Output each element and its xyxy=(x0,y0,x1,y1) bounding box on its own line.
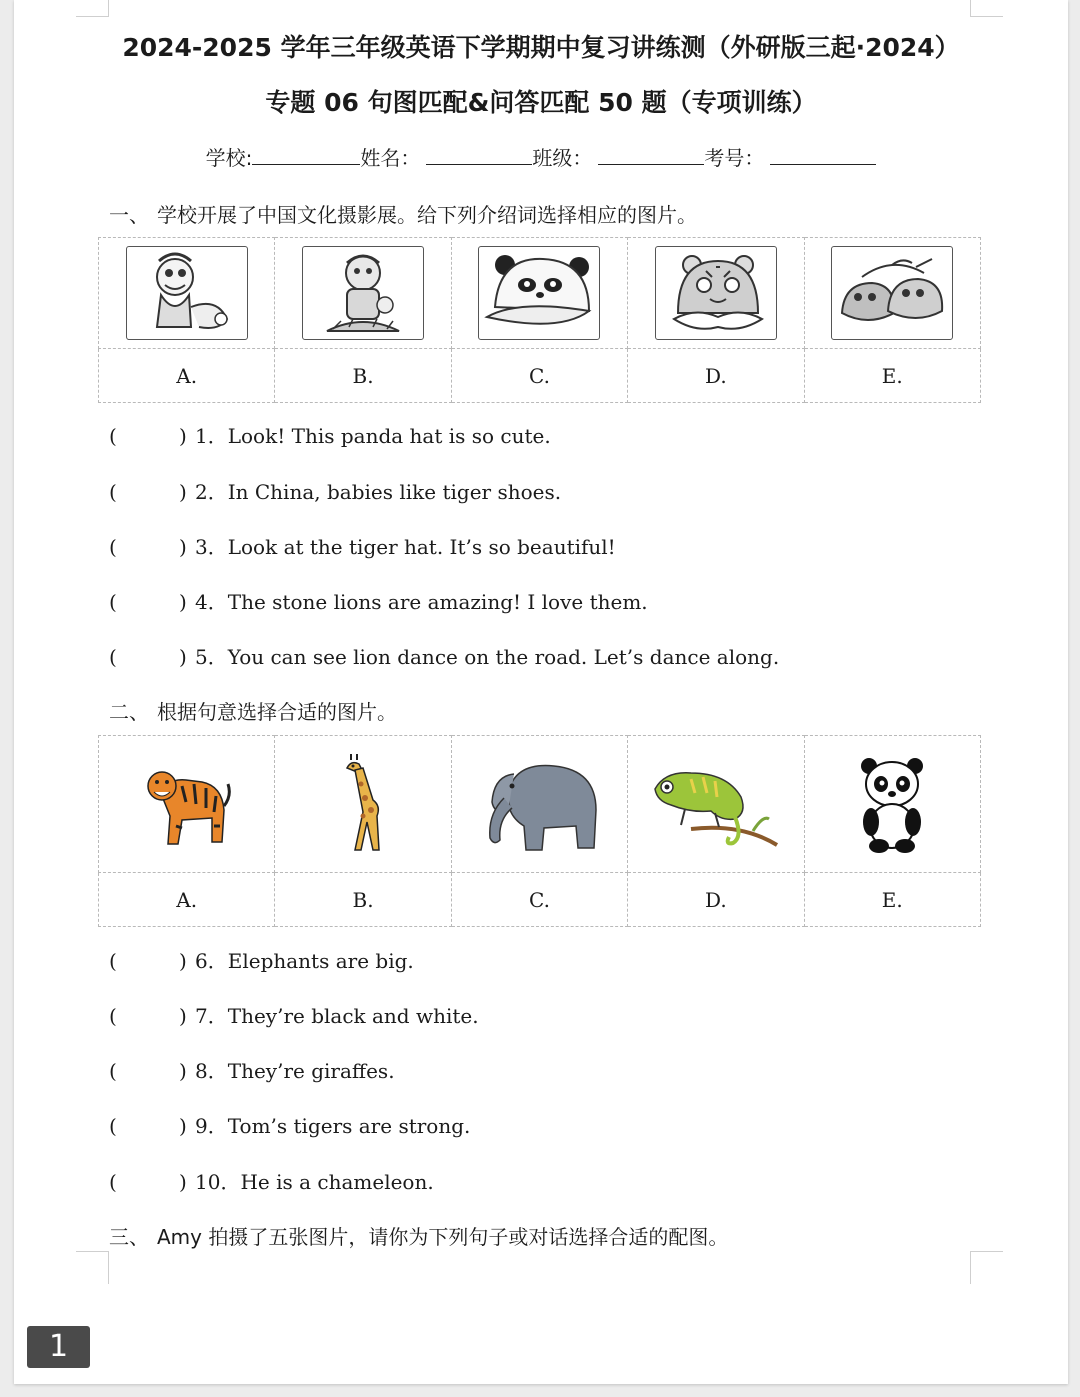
question-item xyxy=(109,586,648,615)
question-item xyxy=(109,1000,479,1029)
student-info-line xyxy=(14,142,1068,171)
answer-blank-open[interactable]: ( xyxy=(109,1114,117,1138)
tiger-hat-icon xyxy=(655,246,777,340)
answer-blank-close: ) xyxy=(179,949,187,973)
section-number: 二、 xyxy=(109,700,149,724)
option-label: C. xyxy=(451,873,627,927)
question-text: You can see lion dance on the road. Let’s dance along. xyxy=(227,645,780,669)
giraffe-icon xyxy=(333,754,393,854)
exam-no-blank[interactable] xyxy=(770,146,876,165)
name-label: 姓名： xyxy=(360,146,421,170)
crop-mark xyxy=(76,0,109,17)
question-item xyxy=(109,1055,395,1084)
option-label: E. xyxy=(804,349,980,403)
question-number: 10． xyxy=(195,1170,241,1194)
answer-blank-close: ) xyxy=(179,480,187,504)
answer-blank-close: ) xyxy=(179,1170,187,1194)
option-label: B. xyxy=(275,349,451,403)
option-label: E. xyxy=(804,873,980,927)
school-label: 学校: xyxy=(205,146,253,170)
question-number: 1． xyxy=(195,424,228,448)
section-3-heading xyxy=(109,1221,728,1250)
question-text: Tom’s tigers are strong. xyxy=(227,1114,471,1138)
option-label: D. xyxy=(628,349,804,403)
picture-cell xyxy=(628,238,804,349)
lion-dance-icon xyxy=(126,246,248,340)
answer-blank-close: ) xyxy=(179,1004,187,1028)
picture-cell xyxy=(628,736,804,873)
question-text: He is a chameleon. xyxy=(240,1170,434,1194)
document-page xyxy=(14,0,1068,1384)
answer-blank-close: ) xyxy=(179,424,187,448)
class-label: 班级： xyxy=(532,146,593,170)
exam-no-label: 考号： xyxy=(704,146,765,170)
question-number: 5． xyxy=(195,645,228,669)
option-label: A. xyxy=(99,873,275,927)
question-item xyxy=(109,531,616,560)
question-item xyxy=(109,1166,434,1195)
answer-blank-open[interactable]: ( xyxy=(109,480,117,504)
crop-mark xyxy=(76,1251,109,1284)
picture-cell xyxy=(275,238,451,349)
school-blank[interactable] xyxy=(252,146,360,165)
question-text: The stone lions are amazing! I love them. xyxy=(227,590,648,614)
section-1-picture-table xyxy=(98,237,981,403)
page-number-badge: 1 xyxy=(27,1326,90,1368)
question-text: Look! This panda hat is so cute. xyxy=(227,424,551,448)
crop-mark xyxy=(970,0,1003,17)
panda-icon xyxy=(857,754,927,854)
document-title: 2024-2025 学年三年级英语下学期期中复习讲练测（外研版三起·2024） xyxy=(122,33,960,62)
option-label: D. xyxy=(628,873,804,927)
question-item xyxy=(109,420,551,449)
question-item xyxy=(109,476,561,505)
answer-blank-open[interactable]: ( xyxy=(109,535,117,559)
elephant-icon xyxy=(474,754,604,854)
question-text: Look at the tiger hat. It’s so beautiful! xyxy=(227,535,616,559)
question-number: 3． xyxy=(195,535,228,559)
name-blank[interactable] xyxy=(426,146,532,165)
answer-blank-close: ) xyxy=(179,645,187,669)
picture-cell xyxy=(451,736,627,873)
answer-blank-open[interactable]: ( xyxy=(109,424,117,448)
answer-blank-open[interactable]: ( xyxy=(109,1170,117,1194)
question-text: They’re black and white. xyxy=(227,1004,479,1028)
picture-cell xyxy=(804,736,980,873)
panda-hat-icon xyxy=(478,246,600,340)
question-text: They’re giraffes. xyxy=(227,1059,395,1083)
section-1-heading xyxy=(109,199,697,228)
document-subtitle: 专题 06 句图匹配&问答匹配 50 题（专项训练） xyxy=(265,88,817,117)
answer-blank-close: ) xyxy=(179,1059,187,1083)
answer-blank-close: ) xyxy=(179,535,187,559)
question-number: 7． xyxy=(195,1004,228,1028)
section-instruction: 学校开展了中国文化摄影展。给下列介绍词选择相应的图片。 xyxy=(157,203,697,227)
section-instruction: Amy 拍摄了五张图片，请你为下列句子或对话选择合适的配图。 xyxy=(157,1225,729,1249)
answer-blank-open[interactable]: ( xyxy=(109,645,117,669)
picture-cell xyxy=(451,238,627,349)
section-number: 一、 xyxy=(109,203,149,227)
section-number: 三、 xyxy=(109,1225,149,1249)
question-item xyxy=(109,641,779,670)
answer-blank-close: ) xyxy=(179,1114,187,1138)
picture-cell xyxy=(99,736,275,873)
chameleon-icon xyxy=(651,759,781,849)
option-label: C. xyxy=(451,349,627,403)
question-item xyxy=(109,1110,470,1139)
crop-mark xyxy=(970,1251,1003,1284)
question-number: 8． xyxy=(195,1059,228,1083)
question-number: 9． xyxy=(195,1114,228,1138)
picture-cell xyxy=(804,238,980,349)
stone-lion-icon xyxy=(302,246,424,340)
answer-blank-open[interactable]: ( xyxy=(109,1059,117,1083)
section-2-heading xyxy=(109,696,397,725)
answer-blank-open[interactable]: ( xyxy=(109,1004,117,1028)
question-text: Elephants are big. xyxy=(227,949,414,973)
class-blank[interactable] xyxy=(598,146,704,165)
question-number: 2． xyxy=(195,480,228,504)
picture-cell xyxy=(99,238,275,349)
answer-blank-open[interactable]: ( xyxy=(109,949,117,973)
question-number: 6． xyxy=(195,949,228,973)
tiger-shoes-icon xyxy=(831,246,953,340)
option-label: A. xyxy=(99,349,275,403)
answer-blank-open[interactable]: ( xyxy=(109,590,117,614)
question-item xyxy=(109,945,414,974)
section-2-picture-table xyxy=(98,735,981,927)
tiger-icon xyxy=(142,756,232,852)
picture-cell xyxy=(275,736,451,873)
question-text: In China, babies like tiger shoes. xyxy=(227,480,562,504)
option-label: B. xyxy=(275,873,451,927)
section-instruction: 根据句意选择合适的图片。 xyxy=(157,700,397,724)
question-number: 4． xyxy=(195,590,228,614)
answer-blank-close: ) xyxy=(179,590,187,614)
